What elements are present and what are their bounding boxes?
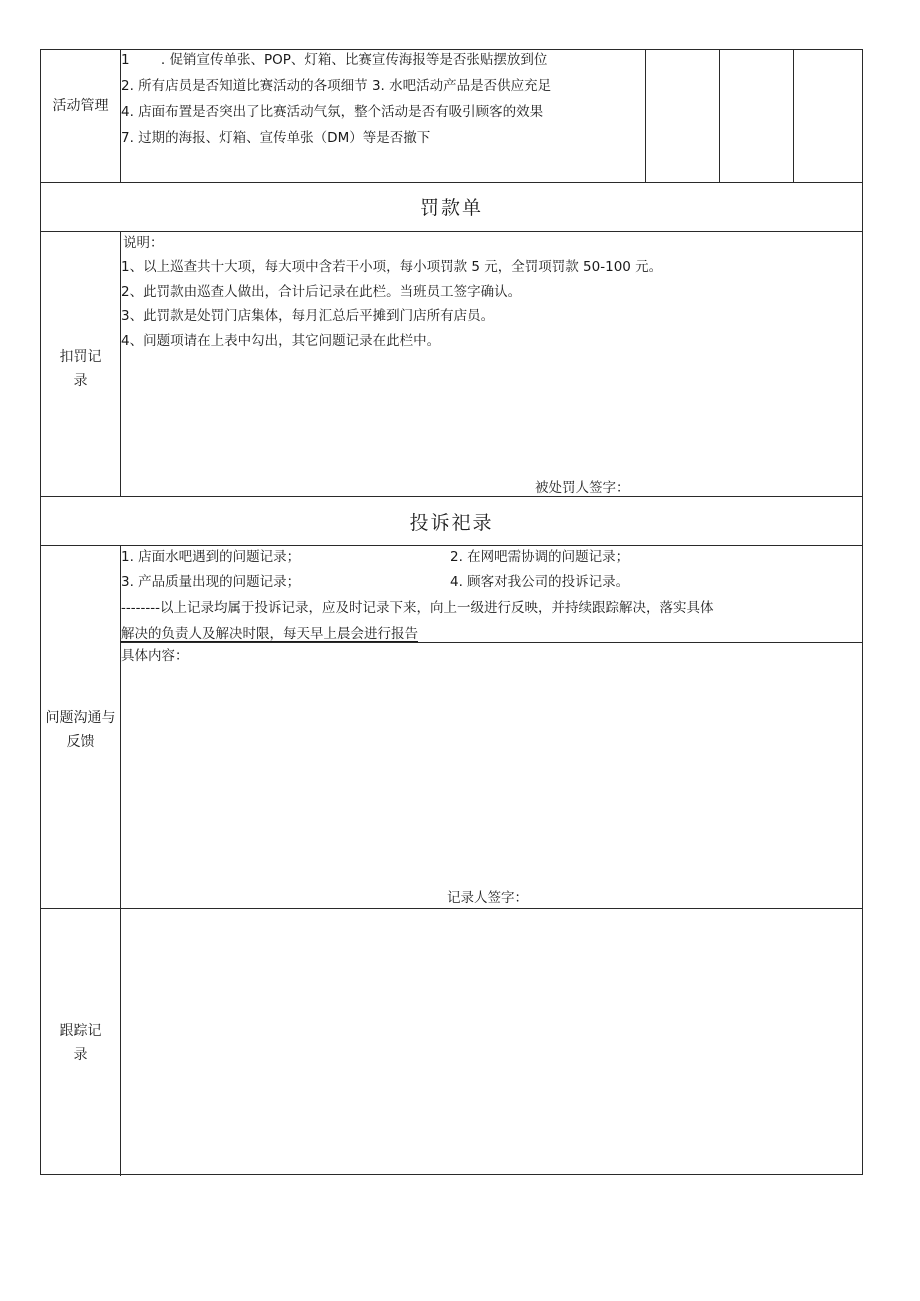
check-cell-3[interactable] xyxy=(794,51,862,181)
complaint-note-line-1: --------以上记录均属于投诉记录，应及时记录下来，向上一级进行反映，并持续跟踪解决，落实具体 xyxy=(121,600,714,616)
row-divider xyxy=(41,182,862,183)
complaint-item-2: 2. 在网吧需协调的问题记录； xyxy=(450,549,630,565)
tracking-area[interactable] xyxy=(121,910,861,1172)
communication-label: 问题沟通与反馈 xyxy=(45,710,116,750)
fine-note-heading: 说明： xyxy=(123,235,164,251)
complaint-note-line-2: 解决的负责人及解决时限，每天早上晨会进行报告 xyxy=(121,626,418,642)
activity-label: 活动管理 xyxy=(52,98,109,114)
check-cell-2[interactable] xyxy=(720,51,792,181)
activity-line-4: 7. 过期的海报、灯箱、宣传单张（DM）等是否撤下 xyxy=(121,130,431,146)
check-cell-1[interactable] xyxy=(646,51,718,181)
fine-note-2: 2、此罚款由巡查人做出，合计后记录在此栏。当班员工签字确认。 xyxy=(121,284,522,300)
fine-record-label: 扣罚记录 xyxy=(59,349,102,389)
fine-signature-field[interactable] xyxy=(641,476,856,496)
fine-note-3: 3、此罚款是处罚门店集体，每月汇总后平摊到门店所有店员。 xyxy=(121,308,495,324)
content-area[interactable] xyxy=(121,670,861,880)
complaint-item-4: 4. 顾客对我公司的投诉记录。 xyxy=(450,574,630,590)
activity-line-1: 1 . 促销宣传单张、POP、灯箱、比赛宣传海报等是否张贴摆放到位 xyxy=(121,52,548,68)
fine-note-4: 4、问题项请在上表中勾出，其它问题记录在此栏中。 xyxy=(121,333,441,349)
recorder-signature-label: 记录人签字： xyxy=(447,890,528,906)
row-divider xyxy=(41,231,862,232)
recorder-signature-field[interactable] xyxy=(541,886,856,906)
row-divider xyxy=(41,496,862,497)
fine-signature-label: 被处罚人签字： xyxy=(535,480,630,496)
activity-line-3: 4. 店面布置是否突出了比赛活动气氛，整个活动是否有吸引顾客的效果 xyxy=(121,104,544,120)
activity-line-2: 2. 所有店员是否知道比赛活动的各项细节 3. 水吧活动产品是否供应充足 xyxy=(121,78,552,94)
complaint-section-title: 投诉祀录 xyxy=(409,512,494,534)
complaint-item-3: 3. 产品质量出现的问题记录； xyxy=(121,574,301,590)
fine-note-1: 1、以上巡查共十大项，每大项中含若干小项，每小项罚款 5 元，全罚项罚款 50-100 元。 xyxy=(121,259,663,275)
fine-section-title: 罚款单 xyxy=(419,197,483,219)
inspection-form xyxy=(40,49,863,1175)
tracking-label: 跟踪记录 xyxy=(59,1023,102,1063)
content-label: 具体内容： xyxy=(121,648,189,664)
complaint-item-1: 1. 店面水吧遇到的问题记录； xyxy=(121,549,301,565)
